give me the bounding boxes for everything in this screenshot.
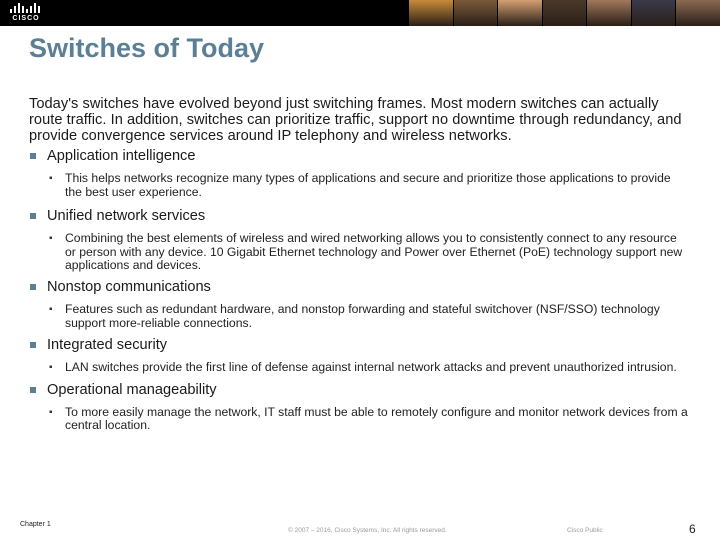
slide-content xyxy=(29,97,689,432)
bullet-item xyxy=(29,337,689,374)
square-bullet-icon xyxy=(30,387,36,393)
header-photo xyxy=(586,0,631,26)
bullet-item xyxy=(29,382,689,433)
bullet-item xyxy=(29,279,689,330)
header-bar xyxy=(0,0,720,26)
bullet-label: Nonstop communications xyxy=(47,279,211,296)
footer-chapter: Chapter 1 xyxy=(20,521,51,528)
logo-text: CISCO xyxy=(12,15,40,22)
bullet-label: Application intelligence xyxy=(47,148,196,165)
header-photo xyxy=(453,0,498,26)
sub-bullet-icon: ▪ xyxy=(49,406,53,418)
bullet-list xyxy=(29,148,689,432)
header-photo xyxy=(631,0,676,26)
bullet-heading xyxy=(29,148,689,165)
header-photo xyxy=(408,0,453,26)
sub-bullet-text: Features such as redundant hardware, and nonstop forwarding and stateful switchover (NSF/SSO) technology support more-reliable connections. xyxy=(65,302,660,330)
sub-bullet-icon: ▪ xyxy=(49,304,53,316)
bullet-heading xyxy=(29,279,689,296)
header-photo xyxy=(675,0,720,26)
square-bullet-icon xyxy=(30,153,36,159)
square-bullet-icon xyxy=(30,342,36,348)
bullet-label: Unified network services xyxy=(47,208,206,225)
bullet-item xyxy=(29,208,689,272)
sub-bullet-text: LAN switches provide the first line of defense against internal network attacks and prevent unauthorized intrusion. xyxy=(65,360,677,375)
square-bullet-icon xyxy=(30,284,36,290)
header-photo xyxy=(542,0,587,26)
footer-copyright: © 2007 – 2016, Cisco Systems, Inc. All rights reserved. xyxy=(288,527,447,534)
cisco-logo xyxy=(8,3,44,23)
square-bullet-icon xyxy=(30,213,36,219)
sub-bullet-text: To more easily manage the network, IT staff must be able to remotely configure and monitor network devices from a central location. xyxy=(65,404,688,433)
cisco-bars-icon xyxy=(8,3,44,15)
bullet-heading xyxy=(29,382,689,399)
footer-classification: Cisco Public xyxy=(567,527,603,534)
sub-bullet xyxy=(29,303,689,330)
sub-bullet xyxy=(29,406,689,433)
sub-bullet xyxy=(29,361,689,374)
page-number: 6 xyxy=(689,522,696,536)
header-photo xyxy=(497,0,542,26)
intro-paragraph: Today's switches have evolved beyond just switching frames. Most modern switches can actually route traffic. In addition, switches can prioritize traffic, support no downtime through redundancy, and provide convergence services around IP telephony and wireless networks. xyxy=(29,96,682,144)
sub-bullet xyxy=(29,232,689,272)
sub-bullet-text: Combining the best elements of wireless and wired networking allows you to consistently connect to any resource or person with any device. 10 Gigabit Ethernet technology and Power over Ethernet (PoE) technology support new applications and devices. xyxy=(65,231,683,273)
sub-bullet-icon: ▪ xyxy=(49,233,53,245)
bullet-label: Integrated security xyxy=(47,337,168,354)
bullet-heading xyxy=(29,337,689,354)
bullet-label: Operational manageability xyxy=(47,381,217,398)
sub-bullet xyxy=(29,172,689,199)
bullet-heading xyxy=(29,208,689,225)
sub-bullet-icon: ▪ xyxy=(49,362,53,374)
sub-bullet-icon: ▪ xyxy=(49,173,53,185)
sub-bullet-text: This helps networks recognize many types of applications and secure and prioritize those applications to provide the best user experience. xyxy=(65,171,671,199)
slide-title: Switches of Today xyxy=(29,33,265,63)
bullet-item xyxy=(29,148,689,199)
photo-strip xyxy=(408,0,720,26)
